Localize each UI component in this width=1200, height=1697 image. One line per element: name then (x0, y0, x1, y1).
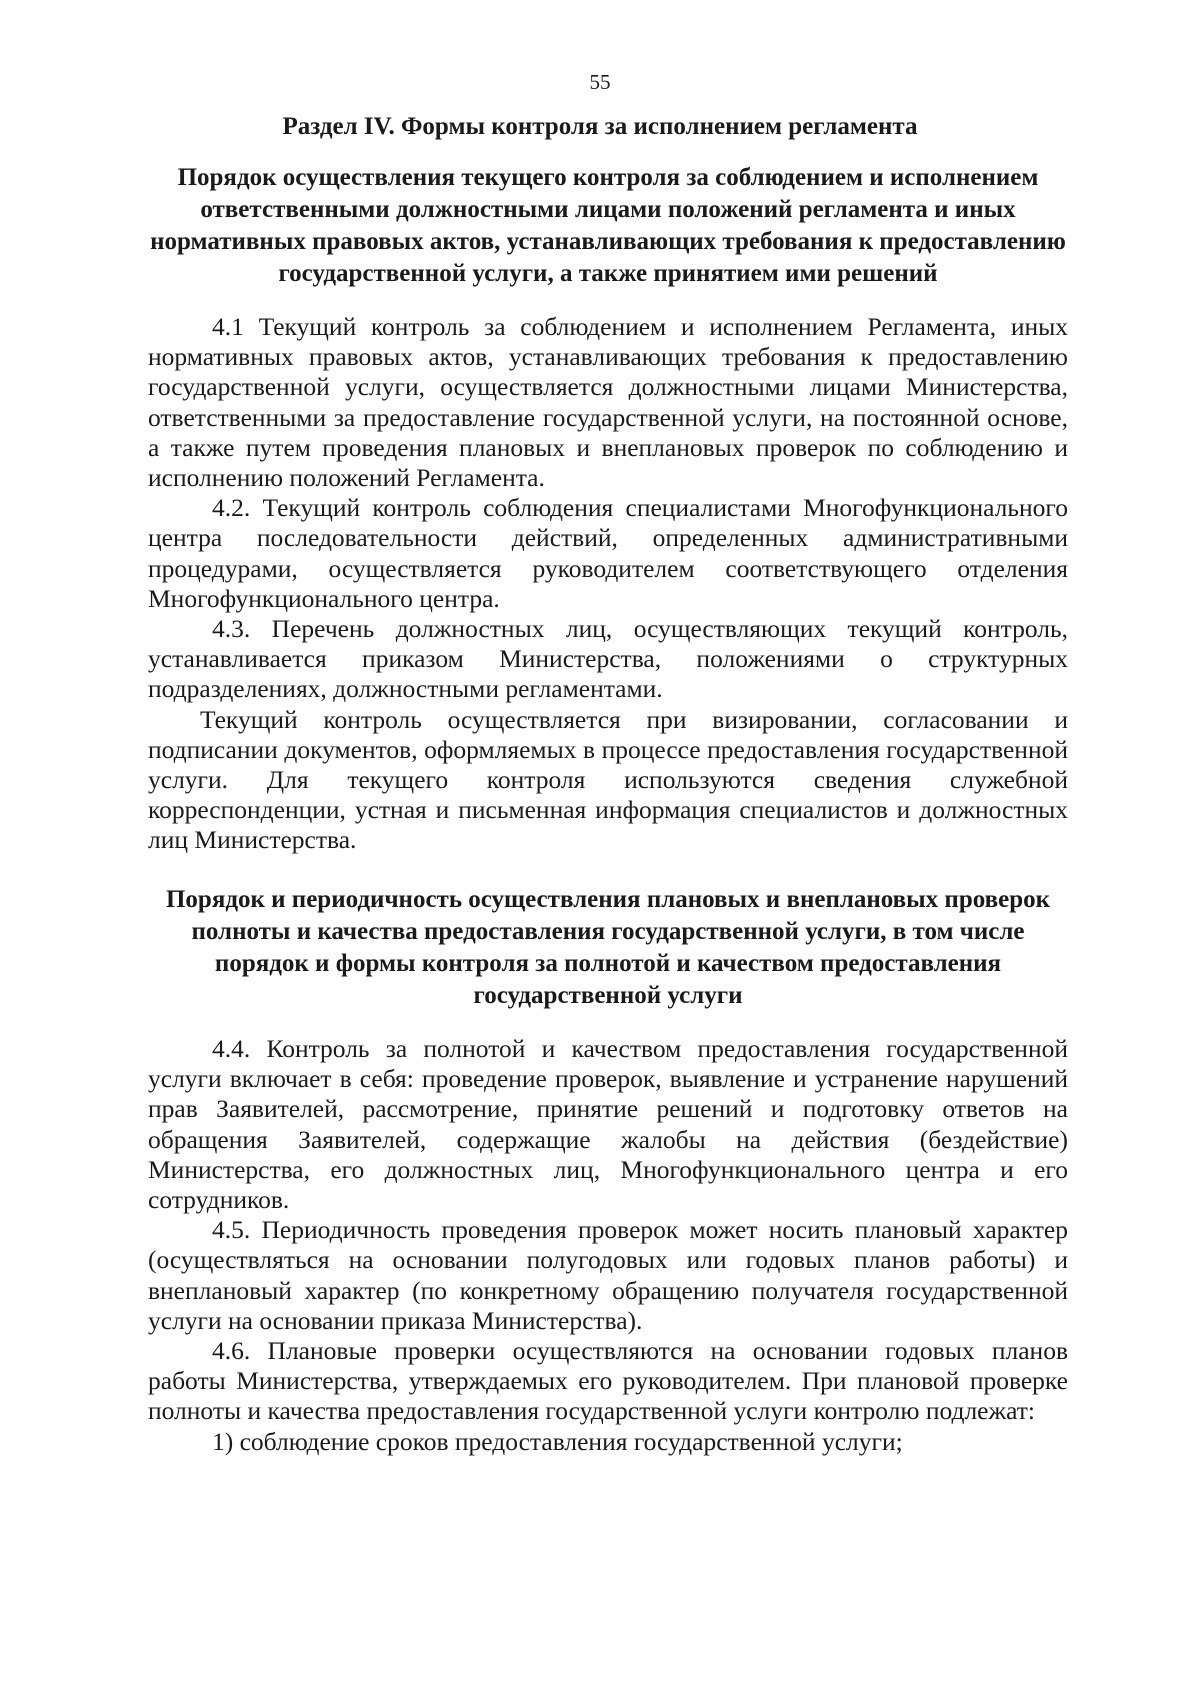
paragraph-4-3: 4.3. Перечень должностных лиц, осуществляющих текущий контроль, устанавливается приказом Министерства, положениями о структурных подразделениях, должностными регламентами. (148, 614, 1068, 704)
paragraph-4-4: 4.4. Контроль за полнотой и качеством предоставления государственной услуги включает в себя: проведение проверок, выявление и устранение нарушений прав Заявителей, рассмотрение, принятие решений и подготовку ответов на обращения Заявителей, содержащие жалобы на действия (бездействие) Министерства, его должностных лиц, Многофункционального центра и его сотрудников. (148, 1034, 1068, 1215)
subheading-periodicity (148, 884, 1068, 1012)
paragraph-current-control: Текущий контроль осуществляется при визировании, согласовании и подписании документов, оформляемых в процессе предоставления государственной услуги. Для текущего контроля используются сведения служебной корреспонденции, устная и письменная информация специалистов и должностных лиц Министерства. (148, 704, 1068, 855)
section-periodicity-body (148, 1034, 1068, 1457)
subheading-text: Порядок и периодичность осуществления плановых и внеплановых проверок полноты и качества предоставления государственной услуги, в том числе порядок и формы контроля за полнотой и качеством предоставления государственной услуги (165, 886, 1051, 1009)
section-title: Раздел IV. Формы контроля за исполнением регламента (282, 113, 918, 140)
list-item-1: 1) соблюдение сроков предоставления государственной услуги; (212, 1426, 903, 1456)
section-current-control-body (148, 312, 1068, 856)
subheading-current-control (148, 162, 1068, 290)
paragraph-4-1: 4.1 Текущий контроль за соблюдением и исполнением Регламента, иных нормативных правовых актов, устанавливающих требования к предоставлению государственной услуги, осуществляется должностными лицами Министерства, ответственными за предоставление государственной услуги, на постоянной основе, а также путем проведения плановых и внеплановых проверок по соблюдению и исполнению положений Регламента. (148, 312, 1068, 493)
subheading-text: Порядок осуществления текущего контроля за соблюдением и исполнением ответственными должностными лицами положений регламента и иных нормативных правовых актов, устанавливающих требования к предоставлению государственной услуги, а также принятием ими решений (150, 164, 1066, 287)
page-number: 55 (589, 70, 611, 94)
paragraph-4-5: 4.5. Периодичность проведения проверок может носить плановый характер (осуществляться на основании полугодовых или годовых планов работы) и внеплановый характер (по конкретному обращению получателя государственной услуги на основании приказа Министерства). (148, 1215, 1068, 1335)
paragraph-4-6: 4.6. Плановые проверки осуществляются на основании годовых планов работы Министерства, утверждаемых его руководителем. При плановой проверке полноты и качества предоставления государственной услуги контролю подлежат: (148, 1336, 1068, 1426)
paragraph-4-2: 4.2. Текущий контроль соблюдения специалистами Многофункционального центра последовательности действий, определенных административными процедурами, осуществляется руководителем соответствующего отделения Многофункционального центра. (148, 493, 1068, 613)
